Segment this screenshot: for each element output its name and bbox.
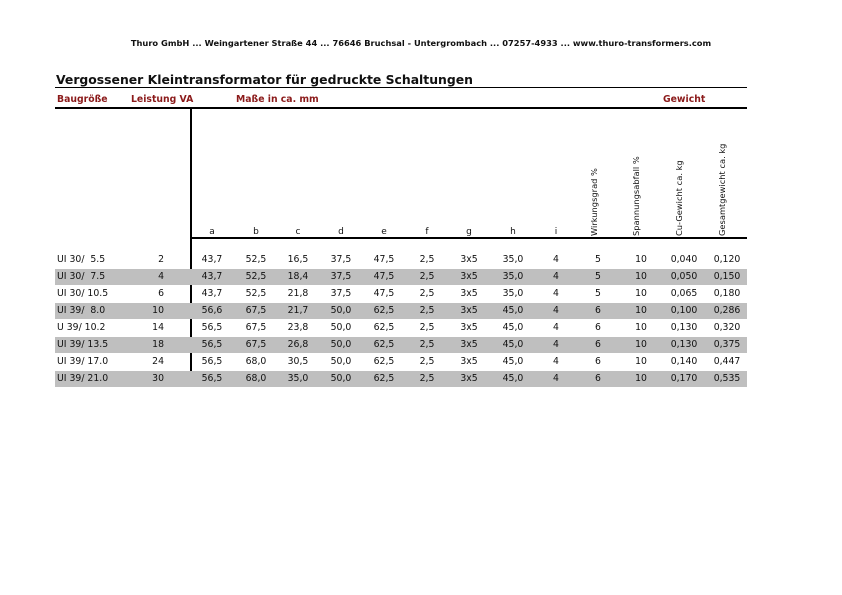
cell-value: 47,5 [373,288,395,299]
cell-value: 0,150 [713,271,741,282]
cell-value: 4 [553,305,559,316]
header-leistung: Leistung VA [131,94,194,105]
dimension-label-c: c [295,227,301,237]
cell-value: 6 [595,322,601,333]
table-row [55,252,747,268]
dimension-label-h: h [510,227,516,237]
cell-value: 23,8 [287,322,309,333]
cell-value: 35,0 [502,254,524,265]
cell-value: 3x5 [460,339,478,350]
cell-value: 4 [553,339,559,350]
cell-value: 47,5 [373,271,395,282]
dimension-label-g: g [466,227,472,237]
cell-value: 50,0 [330,322,352,333]
cell-leistung: 4 [158,271,164,282]
header-underline [55,107,747,109]
cell-value: 52,5 [245,254,267,265]
cell-value: 0,320 [713,322,741,333]
rotated-label: Spannungsabfall % [631,156,641,236]
cell-value: 56,5 [201,356,223,367]
cell-value: 6 [595,373,601,384]
table-title: Vergossener Kleintransformator für gedruckte Schaltungen [56,72,473,87]
cell-value: 10 [635,254,647,265]
cell-value: 47,5 [373,254,395,265]
table-row [55,371,747,387]
dimension-label-a: a [209,227,215,237]
cell-value: 4 [553,356,559,367]
cell-value: 56,5 [201,322,223,333]
cell-value: 0,130 [670,322,698,333]
cell-value: 2,5 [419,322,435,333]
cell-value: 2,5 [419,271,435,282]
title-underline [55,87,747,88]
cell-value: 35,0 [502,271,524,282]
cell-value: 3x5 [460,356,478,367]
cell-value: 35,0 [502,288,524,299]
cell-baugroesse: UI 39/ 8.0 [57,305,106,316]
cell-value: 5 [595,288,601,299]
cell-value: 45,0 [502,356,524,367]
cell-leistung: 24 [152,356,164,367]
rotated-label: Gesamtgewicht ca. kg [717,143,727,236]
cell-value: 37,5 [330,271,352,282]
rotated-label: Cu-Gewicht ca. kg [674,160,684,236]
cell-value: 62,5 [373,356,395,367]
cell-baugroesse: UI 30/ 5.5 [57,254,106,265]
cell-leistung: 10 [152,305,164,316]
table-row [55,269,747,285]
cell-value: 0,535 [713,373,741,384]
cell-value: 67,5 [245,339,267,350]
dimension-label-e: e [381,227,387,237]
cell-value: 10 [635,305,647,316]
cell-baugroesse: UI 30/ 10.5 [57,288,109,299]
cell-value: 3x5 [460,271,478,282]
cell-value: 0,130 [670,339,698,350]
cell-value: 6 [595,339,601,350]
cell-value: 0,447 [713,356,741,367]
cell-value: 56,5 [201,373,223,384]
cell-leistung: 14 [152,322,164,333]
cell-value: 35,0 [287,373,309,384]
table-row [55,320,747,336]
dimension-label-i: i [554,227,558,237]
cell-value: 0,100 [670,305,698,316]
cell-value: 10 [635,356,647,367]
cell-baugroesse: UI 39/ 21.0 [57,373,109,384]
header-gewicht: Gewicht [663,94,706,105]
cell-value: 18,4 [287,271,309,282]
table-row [55,354,747,370]
cell-baugroesse: UI 30/ 7.5 [57,271,106,282]
cell-value: 4 [553,254,559,265]
cell-value: 43,7 [201,254,223,265]
cell-leistung: 30 [152,373,164,384]
cell-value: 0,120 [713,254,741,265]
cell-baugroesse: U 39/ 10.2 [57,322,106,333]
cell-value: 2,5 [419,254,435,265]
cell-value: 52,5 [245,288,267,299]
cell-value: 16,5 [287,254,309,265]
cell-value: 0,040 [670,254,698,265]
cell-value: 45,0 [502,305,524,316]
cell-value: 6 [595,356,601,367]
cell-value: 50,0 [330,373,352,384]
cell-value: 62,5 [373,339,395,350]
dimension-label-d: d [338,227,344,237]
cell-leistung: 18 [152,339,164,350]
cell-value: 50,0 [330,339,352,350]
table-row [55,286,747,302]
cell-value: 0,140 [670,356,698,367]
cell-value: 5 [595,254,601,265]
cell-value: 4 [553,373,559,384]
cell-value: 67,5 [245,322,267,333]
cell-leistung: 6 [158,288,164,299]
cell-value: 50,0 [330,305,352,316]
cell-value: 10 [635,322,647,333]
cell-value: 5 [595,271,601,282]
cell-value: 21,8 [287,288,309,299]
table-row [55,337,747,353]
cell-value: 67,5 [245,305,267,316]
cell-value: 45,0 [502,373,524,384]
cell-value: 68,0 [245,373,267,384]
cell-value: 62,5 [373,305,395,316]
cell-value: 30,5 [287,356,309,367]
cell-value: 6 [595,305,601,316]
table-row [55,303,747,319]
cell-value: 2,5 [419,288,435,299]
cell-value: 0,065 [670,288,698,299]
header-baugroesse: Baugröße [57,94,108,105]
cell-value: 3x5 [460,254,478,265]
cell-value: 62,5 [373,322,395,333]
cell-value: 37,5 [330,288,352,299]
cell-value: 3x5 [460,373,478,384]
cell-value: 56,5 [201,339,223,350]
cell-value: 52,5 [245,271,267,282]
cell-value: 3x5 [460,322,478,333]
cell-value: 26,8 [287,339,309,350]
cell-value: 0,180 [713,288,741,299]
cell-value: 2,5 [419,356,435,367]
cell-value: 37,5 [330,254,352,265]
cell-value: 2,5 [419,373,435,384]
company-header: Thuro GmbH ... Weingartener Straße 44 ... 76646 Bruchsal - Untergrombach ... 07257-4933 ... www.thuro-transformers.com [130,38,712,48]
cell-value: 10 [635,288,647,299]
header-masse: Maße in ca. mm [236,94,319,105]
cell-value: 0,375 [713,339,741,350]
cell-value: 43,7 [201,288,223,299]
cell-value: 0,286 [713,305,741,316]
cell-baugroesse: UI 39/ 17.0 [57,356,109,367]
cell-value: 45,0 [502,339,524,350]
cell-value: 4 [553,288,559,299]
cell-value: 10 [635,339,647,350]
cell-value: 62,5 [373,373,395,384]
cell-baugroesse: UI 39/ 13.5 [57,339,109,350]
cell-value: 3x5 [460,305,478,316]
rotated-label: Wirkungsgrad % [589,168,599,236]
cell-value: 50,0 [330,356,352,367]
cell-value: 68,0 [245,356,267,367]
cell-value: 2,5 [419,305,435,316]
cell-value: 2,5 [419,339,435,350]
cell-value: 21,7 [287,305,309,316]
cell-value: 0,050 [670,271,698,282]
cell-value: 10 [635,271,647,282]
cell-value: 45,0 [502,322,524,333]
dimension-label-f: f [425,227,429,237]
cell-value: 10 [635,373,647,384]
cell-value: 56,6 [201,305,223,316]
cell-value: 4 [553,271,559,282]
cell-value: 3x5 [460,288,478,299]
cell-value: 0,170 [670,373,698,384]
cell-value: 4 [553,322,559,333]
dimension-label-b: b [253,227,259,237]
cell-leistung: 2 [158,254,164,265]
subheader-divider [190,237,747,239]
cell-value: 43,7 [201,271,223,282]
